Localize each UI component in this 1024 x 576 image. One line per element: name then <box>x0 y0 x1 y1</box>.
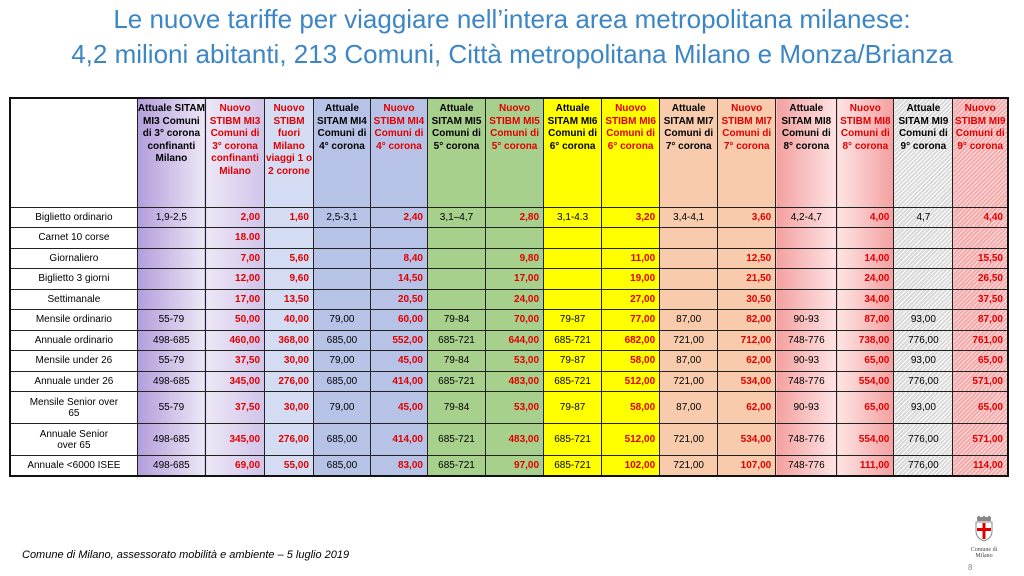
table-cell <box>837 228 894 249</box>
table-cell: 90-93 <box>776 351 837 372</box>
table-cell: 644,00 <box>486 330 544 351</box>
table-cell: 3,1–4,7 <box>427 207 485 228</box>
table-cell: 685-721 <box>427 330 485 351</box>
table-cell <box>544 248 602 269</box>
table-cell: 4,2-4,7 <box>776 207 837 228</box>
table-cell: 45,00 <box>370 392 427 424</box>
header-cell: Attuale SITAM MI6 Comuni di 6° corona <box>544 98 602 207</box>
table-cell <box>953 228 1008 249</box>
table-row <box>10 207 1008 228</box>
table-cell: 79-87 <box>544 351 602 372</box>
table-cell: 3,20 <box>602 207 660 228</box>
row-label: Annuale <6000 ISEE <box>10 456 137 477</box>
table-cell: 8,40 <box>370 248 427 269</box>
table-cell: 498-685 <box>137 424 205 456</box>
table-cell <box>427 248 485 269</box>
footer-source: Comune di Milano, assessorato mobilità e ambiente – 5 luglio 2019 <box>22 549 350 561</box>
table-row <box>10 289 1008 310</box>
table-cell: 571,00 <box>953 424 1008 456</box>
table-cell: 11,00 <box>602 248 660 269</box>
table-cell: 70,00 <box>486 310 544 331</box>
table-cell: 18.00 <box>206 228 265 249</box>
table-cell <box>137 289 205 310</box>
table-cell: 30,50 <box>718 289 776 310</box>
table-cell: 26,50 <box>953 269 1008 290</box>
table-cell: 53,00 <box>486 351 544 372</box>
header-cell: Nuovo STIBM MI4 Comuni di 4° corona <box>370 98 427 207</box>
table-cell: 60,00 <box>370 310 427 331</box>
table-cell: 2,80 <box>486 207 544 228</box>
table-cell: 685-721 <box>544 330 602 351</box>
table-cell: 512,00 <box>602 424 660 456</box>
table-cell: 9,60 <box>265 269 314 290</box>
table-cell: 93,00 <box>894 392 953 424</box>
table-cell: 79-87 <box>544 392 602 424</box>
table-cell: 5,60 <box>265 248 314 269</box>
table-cell: 40,00 <box>265 310 314 331</box>
header-corner <box>10 98 137 207</box>
table-cell <box>660 228 718 249</box>
table-cell: 738,00 <box>837 330 894 351</box>
table-cell: 685-721 <box>427 456 485 477</box>
table-row <box>10 392 1008 424</box>
header-cell: Attuale SITAM MI7 Comuni di 7° corona <box>660 98 718 207</box>
table-cell: 4,40 <box>953 207 1008 228</box>
table-cell: 1,60 <box>265 207 314 228</box>
table-cell: 27,00 <box>602 289 660 310</box>
table-cell: 685,00 <box>313 456 370 477</box>
table-cell: 748-776 <box>776 371 837 392</box>
header-cell: Nuovo STIBM MI3 Comuni di 3° corona confinanti Milano <box>206 98 265 207</box>
table-cell: 69,00 <box>206 456 265 477</box>
table-cell: 4,7 <box>894 207 953 228</box>
table-row <box>10 424 1008 456</box>
table-cell: 776,00 <box>894 456 953 477</box>
table-cell: 4,00 <box>837 207 894 228</box>
header-cell: Nuovo STIBM MI5 Comuni di 5° corona <box>486 98 544 207</box>
table-cell <box>265 228 314 249</box>
table-cell <box>894 248 953 269</box>
table-cell: 45,00 <box>370 351 427 372</box>
table-cell <box>137 248 205 269</box>
table-cell <box>602 228 660 249</box>
row-label: Annuale under 26 <box>10 371 137 392</box>
table-cell <box>137 269 205 290</box>
table-cell: 65,00 <box>837 351 894 372</box>
header-cell: Attuale SITAM MI3 Comuni di 3° corona confinanti Milano <box>137 98 205 207</box>
table-cell <box>894 228 953 249</box>
table-cell: 37,50 <box>206 351 265 372</box>
table-cell: 14,00 <box>837 248 894 269</box>
table-cell: 34,00 <box>837 289 894 310</box>
table-cell: 79-87 <box>544 310 602 331</box>
table-cell: 554,00 <box>837 424 894 456</box>
table-row <box>10 248 1008 269</box>
table-cell: 498-685 <box>137 330 205 351</box>
table-cell: 79,00 <box>313 392 370 424</box>
table-cell: 3,4-4,1 <box>660 207 718 228</box>
table-cell: 498-685 <box>137 456 205 477</box>
table-cell: 3,60 <box>718 207 776 228</box>
table-cell <box>894 269 953 290</box>
table-cell <box>427 228 485 249</box>
table-cell: 102,00 <box>602 456 660 477</box>
table-cell: 554,00 <box>837 371 894 392</box>
table-cell: 107,00 <box>718 456 776 477</box>
table-cell: 50,00 <box>206 310 265 331</box>
table-cell: 87,00 <box>837 310 894 331</box>
table-cell: 79,00 <box>313 351 370 372</box>
logo-text-1: Comune di <box>970 547 998 553</box>
table-cell: 3,1-4.3 <box>544 207 602 228</box>
header-cell: Nuovo STIBM MI8 Comuni di 8° corona <box>837 98 894 207</box>
table-cell: 414,00 <box>370 371 427 392</box>
table-cell: 83,00 <box>370 456 427 477</box>
tariff-table <box>9 97 1009 477</box>
table-cell: 19,00 <box>602 269 660 290</box>
table-cell: 12,00 <box>206 269 265 290</box>
table-row <box>10 456 1008 477</box>
table-cell <box>776 228 837 249</box>
comune-milano-logo <box>966 516 1002 566</box>
title-line-1: Le nuove tariffe per viaggiare nell’intera area metropolitana milanese: <box>113 4 911 34</box>
table-cell: 721,00 <box>660 371 718 392</box>
table-cell <box>313 248 370 269</box>
table-cell: 498-685 <box>137 371 205 392</box>
row-label: Biglietto ordinario <box>10 207 137 228</box>
table-cell: 55-79 <box>137 392 205 424</box>
table-cell: 55-79 <box>137 351 205 372</box>
table-cell: 1,9-2,5 <box>137 207 205 228</box>
table-cell: 14,50 <box>370 269 427 290</box>
table-cell: 114,00 <box>953 456 1008 477</box>
table-cell: 37,50 <box>206 392 265 424</box>
table-row <box>10 330 1008 351</box>
table-cell: 65,00 <box>837 392 894 424</box>
page-number: 8 <box>968 563 973 572</box>
table-cell: 24,00 <box>486 289 544 310</box>
table-row <box>10 310 1008 331</box>
row-label: Carnet 10 corse <box>10 228 137 249</box>
table-cell: 685-721 <box>544 456 602 477</box>
logo-text-2: Milano <box>975 553 993 559</box>
table-cell: 12,50 <box>718 248 776 269</box>
table-cell: 761,00 <box>953 330 1008 351</box>
table-cell <box>313 269 370 290</box>
table-body <box>10 207 1008 476</box>
table-cell: 534,00 <box>718 371 776 392</box>
table-cell: 53,00 <box>486 392 544 424</box>
table-cell: 2,00 <box>206 207 265 228</box>
table-cell: 30,00 <box>265 351 314 372</box>
row-label: Mensile Senior over 65 <box>10 392 137 424</box>
table-cell: 87,00 <box>953 310 1008 331</box>
table-cell: 414,00 <box>370 424 427 456</box>
header-cell: Attuale SITAM MI4 Comuni di 4° corona <box>313 98 370 207</box>
table-cell: 776,00 <box>894 424 953 456</box>
table-cell <box>660 269 718 290</box>
table-cell: 552,00 <box>370 330 427 351</box>
table-cell: 65,00 <box>953 351 1008 372</box>
table-cell <box>776 269 837 290</box>
table-cell: 682,00 <box>602 330 660 351</box>
table-cell: 87,00 <box>660 310 718 331</box>
table-cell <box>894 289 953 310</box>
table-cell <box>313 289 370 310</box>
table-cell: 9,80 <box>486 248 544 269</box>
table-cell: 17,00 <box>206 289 265 310</box>
header-cell: Nuovo STIBM MI9 Comuni di 9° corona <box>953 98 1008 207</box>
table-cell: 276,00 <box>265 424 314 456</box>
table-cell: 55,00 <box>265 456 314 477</box>
table-cell: 55-79 <box>137 310 205 331</box>
table-cell: 15,50 <box>953 248 1008 269</box>
header-cell: Nuovo STIBM MI6 Comuni di 6° corona <box>602 98 660 207</box>
table-cell: 776,00 <box>894 330 953 351</box>
table-cell: 534,00 <box>718 424 776 456</box>
table-cell: 37,50 <box>953 289 1008 310</box>
row-label: Annuale Senior over 65 <box>10 424 137 456</box>
table-row <box>10 351 1008 372</box>
table-cell <box>427 269 485 290</box>
table-cell: 748-776 <box>776 456 837 477</box>
table-cell: 111,00 <box>837 456 894 477</box>
table-cell <box>776 289 837 310</box>
table-cell: 748-776 <box>776 330 837 351</box>
table-cell: 276,00 <box>265 371 314 392</box>
title-line-2: 4,2 milioni abitanti, 213 Comuni, Città metropolitana Milano e Monza/Brianza <box>71 39 953 69</box>
table-cell: 24,00 <box>837 269 894 290</box>
table-cell: 721,00 <box>660 424 718 456</box>
table-cell: 77,00 <box>602 310 660 331</box>
table-cell: 97,00 <box>486 456 544 477</box>
table-cell: 685-721 <box>544 371 602 392</box>
table-cell: 13,50 <box>265 289 314 310</box>
table-cell: 685-721 <box>544 424 602 456</box>
table-cell: 2,40 <box>370 207 427 228</box>
table-cell: 483,00 <box>486 424 544 456</box>
table-cell: 512,00 <box>602 371 660 392</box>
table-cell: 93,00 <box>894 351 953 372</box>
table-cell: 79-84 <box>427 351 485 372</box>
table-cell <box>776 248 837 269</box>
row-label: Giornaliero <box>10 248 137 269</box>
header-cell: Nuovo STIBM MI7 Comuni di 7° corona <box>718 98 776 207</box>
header-row <box>10 98 1008 207</box>
table-cell: 20,50 <box>370 289 427 310</box>
table-cell: 7,00 <box>206 248 265 269</box>
table-cell: 87,00 <box>660 351 718 372</box>
table-cell: 571,00 <box>953 371 1008 392</box>
row-label: Mensile under 26 <box>10 351 137 372</box>
table-cell: 30,00 <box>265 392 314 424</box>
row-label: Annuale ordinario <box>10 330 137 351</box>
table-cell: 483,00 <box>486 371 544 392</box>
table-row <box>10 228 1008 249</box>
table-cell: 721,00 <box>660 456 718 477</box>
table-cell: 79,00 <box>313 310 370 331</box>
table-cell: 685,00 <box>313 371 370 392</box>
table-cell: 90-93 <box>776 392 837 424</box>
table-cell: 685-721 <box>427 424 485 456</box>
table-cell <box>486 228 544 249</box>
table-cell: 2,5-3,1 <box>313 207 370 228</box>
table-cell <box>660 248 718 269</box>
table-cell: 79-84 <box>427 392 485 424</box>
table-cell: 368,00 <box>265 330 314 351</box>
table-cell: 79-84 <box>427 310 485 331</box>
table-cell: 345,00 <box>206 424 265 456</box>
table-cell: 345,00 <box>206 371 265 392</box>
table-cell <box>544 289 602 310</box>
table-cell <box>427 289 485 310</box>
row-label: Mensile ordinario <box>10 310 137 331</box>
header-cell: Attuale SITAM MI8 Comuni di 8° corona <box>776 98 837 207</box>
table-cell <box>137 228 205 249</box>
table-cell: 65,00 <box>953 392 1008 424</box>
table-cell: 58,00 <box>602 392 660 424</box>
table-cell: 685,00 <box>313 424 370 456</box>
table-cell: 93,00 <box>894 310 953 331</box>
table-cell: 62,00 <box>718 351 776 372</box>
table-cell: 90-93 <box>776 310 837 331</box>
header-cell: Attuale SITAM MI5 Comuni di 5° corona <box>427 98 485 207</box>
table-cell: 87,00 <box>660 392 718 424</box>
table-cell <box>718 228 776 249</box>
table-row <box>10 371 1008 392</box>
row-label: Biglietto 3 giorni <box>10 269 137 290</box>
table-cell: 17,00 <box>486 269 544 290</box>
header-cell: Attuale SITAM MI9 Comuni di 9° corona <box>894 98 953 207</box>
table-cell: 460,00 <box>206 330 265 351</box>
table-cell: 685,00 <box>313 330 370 351</box>
table-cell: 685-721 <box>427 371 485 392</box>
table-cell: 62,00 <box>718 392 776 424</box>
table-cell: 712,00 <box>718 330 776 351</box>
table-cell: 21,50 <box>718 269 776 290</box>
milano-crest-icon <box>973 516 995 542</box>
table-cell: 721,00 <box>660 330 718 351</box>
table-cell: 82,00 <box>718 310 776 331</box>
table-cell <box>660 289 718 310</box>
header-cell: Nuovo STIBM fuori Milano viaggi 1 o 2 corone <box>265 98 314 207</box>
table-cell: 58,00 <box>602 351 660 372</box>
table-cell <box>544 269 602 290</box>
table-cell <box>370 228 427 249</box>
table-cell <box>313 228 370 249</box>
table-cell: 748-776 <box>776 424 837 456</box>
table-row <box>10 269 1008 290</box>
table-cell: 776,00 <box>894 371 953 392</box>
table-cell <box>544 228 602 249</box>
row-label: Settimanale <box>10 289 137 310</box>
